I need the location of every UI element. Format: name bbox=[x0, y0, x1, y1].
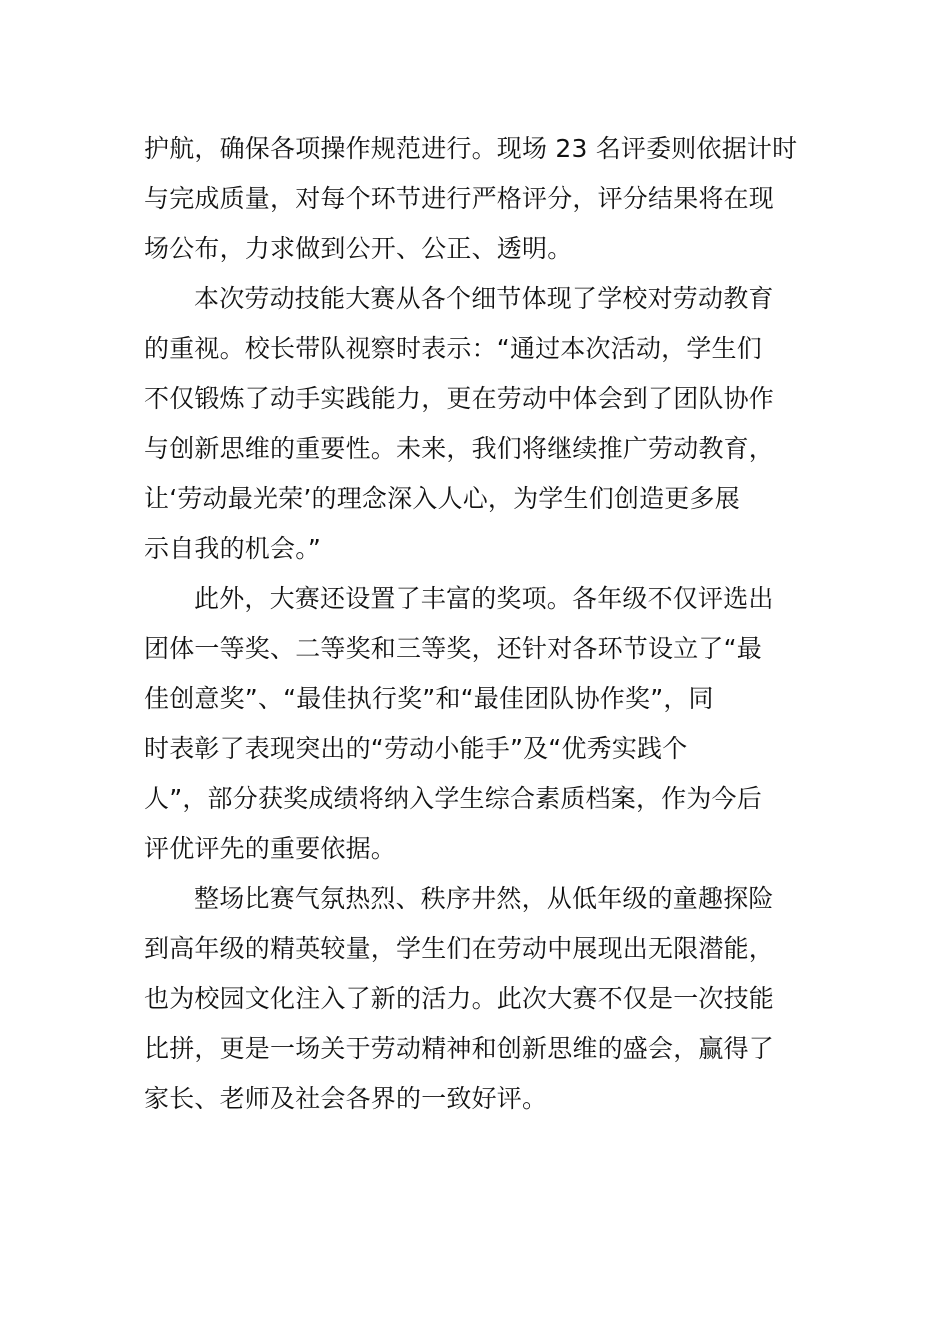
text-line: 比拼，更是一场关于劳动精神和创新思维的盛会，赢得了 bbox=[144, 1034, 775, 1063]
text-line: 家长、老师及社会各界的一致好评。 bbox=[144, 1084, 548, 1113]
paragraph-3 bbox=[144, 574, 806, 874]
text-line: 人”，部分获奖成绩将纳入学生综合素质档案，作为今后 bbox=[144, 784, 762, 813]
text-line: 也为校园文化注入了新的活力。此次大赛不仅是一次技能 bbox=[144, 984, 775, 1013]
text-line: 让‘劳动最光荣’的理念深入人心，为学生们创造更多展 bbox=[144, 484, 740, 513]
text-line: 时表彰了表现突出的“劳动小能手”及“优秀实践个 bbox=[144, 734, 688, 763]
document-body bbox=[144, 124, 806, 1124]
paragraph-1 bbox=[144, 124, 806, 274]
text-line: 本次劳动技能大赛从各个细节体现了学校对劳动教育 bbox=[194, 284, 774, 313]
text-line: 佳创意奖”、“最佳执行奖”和“最佳团队协作奖”，同 bbox=[144, 684, 714, 713]
text-line: 不仅锻炼了动手实践能力，更在劳动中体会到了团队协作 bbox=[144, 384, 775, 413]
text-line: 与创新思维的重要性。未来，我们将继续推广劳动教育， bbox=[144, 434, 775, 463]
text-line: 到高年级的精英较量，学生们在劳动中展现出无限潜能， bbox=[144, 934, 775, 963]
text-line: 示自我的机会。” bbox=[144, 534, 322, 563]
text-line: 团体一等奖、二等奖和三等奖，还针对各环节设立了“最 bbox=[144, 634, 762, 663]
text-line: 整场比赛气氛热烈、秩序井然，从低年级的童趣探险 bbox=[194, 884, 774, 913]
paragraph-2 bbox=[144, 274, 806, 574]
text-line: 评优评先的重要依据。 bbox=[144, 834, 397, 863]
paragraph-4 bbox=[144, 874, 806, 1124]
text-line: 护航，确保各项操作规范进行。现场 23 名评委则依据计时 bbox=[144, 134, 798, 163]
text-line: 与完成质量，对每个环节进行严格评分，评分结果将在现 bbox=[144, 184, 775, 213]
text-line: 场公布，力求做到公开、公正、透明。 bbox=[144, 234, 573, 263]
text-line: 的重视。校长带队视察时表示：“通过本次活动，学生们 bbox=[144, 334, 762, 363]
text-line: 此外，大赛还设置了丰富的奖项。各年级不仅评选出 bbox=[194, 584, 774, 613]
